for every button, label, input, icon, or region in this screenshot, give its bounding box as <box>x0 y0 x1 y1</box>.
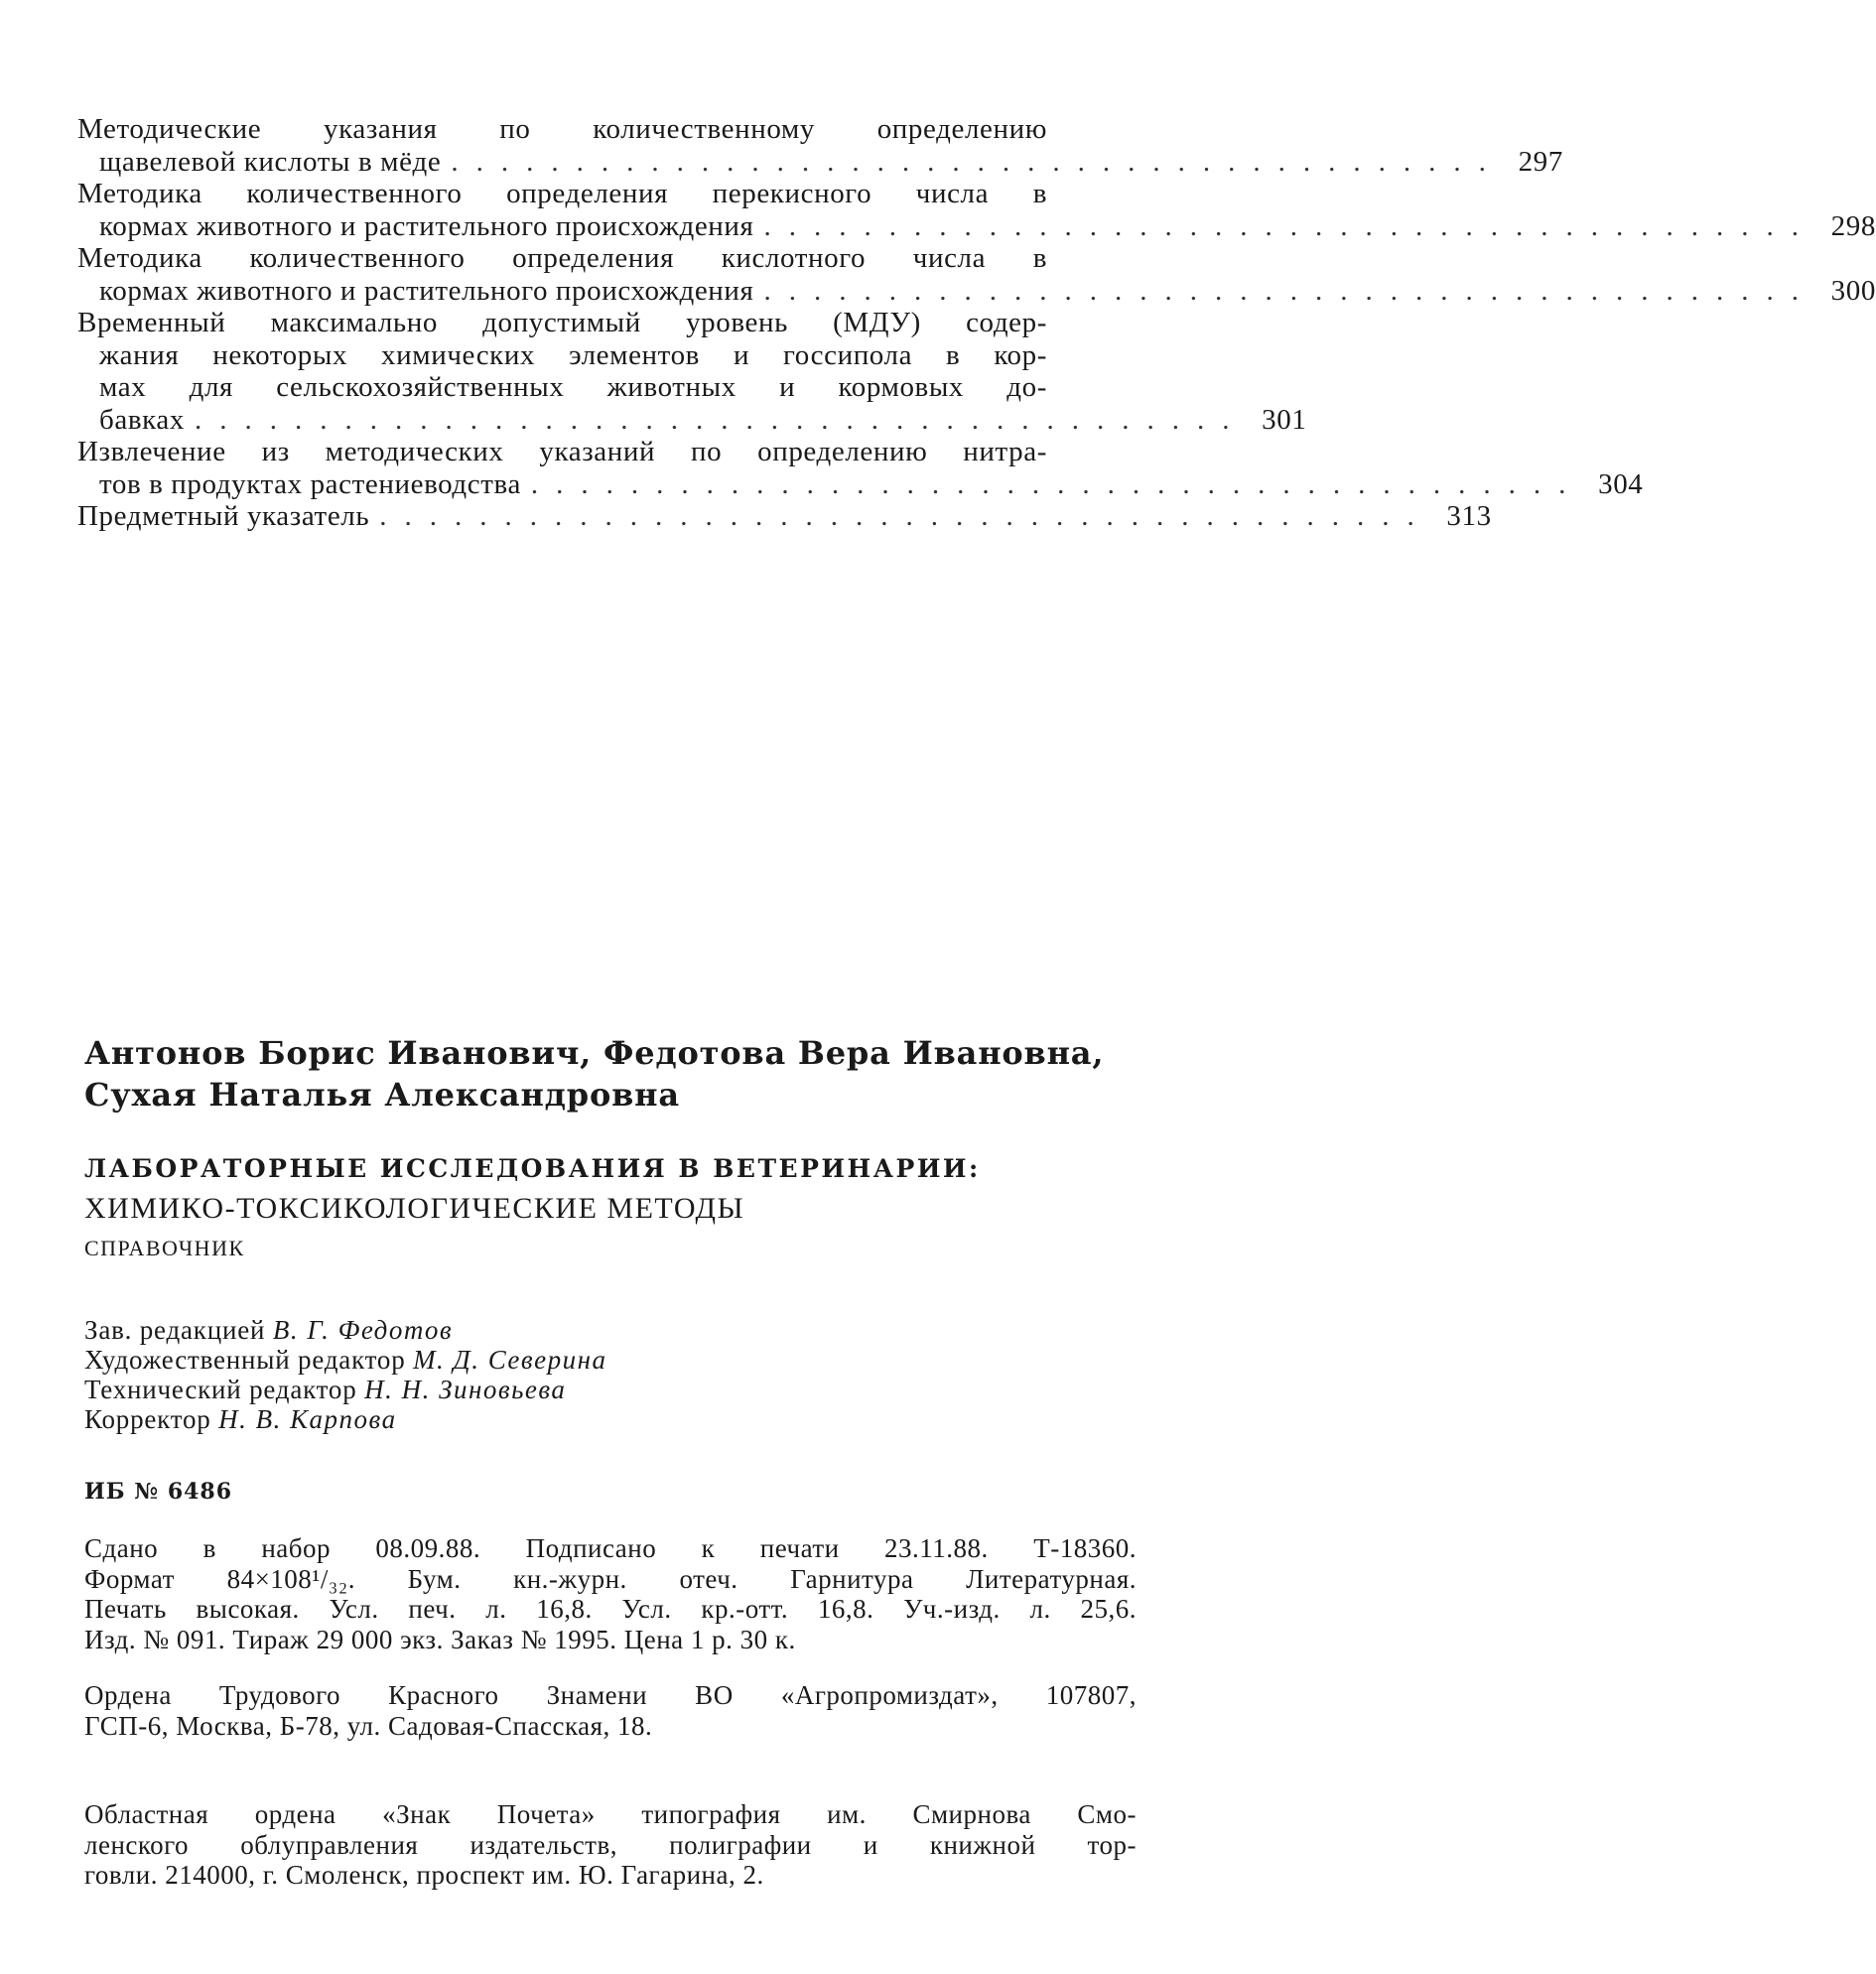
dot-leader: .......................................... <box>379 500 1432 532</box>
toc-entry-line: кормах животного и растительного происхождения <box>99 274 754 307</box>
toc-entry-line: бавках <box>99 403 185 436</box>
staff-name: М. Д. Северина <box>413 1345 607 1375</box>
book-type: СПРАВОЧНИК <box>84 1236 245 1260</box>
staff-role: Корректор <box>84 1404 211 1434</box>
book-title: ЛАБОРАТОРНЫЕ ИССЛЕДОВАНИЯ В ВЕТЕРИНАРИИ: <box>84 1154 981 1183</box>
toc-entry-line: щавелевой кислоты в мёде <box>99 145 442 178</box>
printer-line: говли. 214000, г. Смоленск, проспект им. Ю. Гагарина, 2. <box>84 1860 764 1890</box>
toc-entry-line: кормах животного и растительного происхождения <box>99 209 754 242</box>
toc-entry <box>77 500 1492 533</box>
authors-line: Сухая Наталья Александровна <box>84 1076 680 1114</box>
publisher-line: ГСП-6, Москва, Б-78, ул. Садовая-Спасская, 18. <box>84 1710 653 1741</box>
toc-entry <box>77 436 1644 500</box>
printer-line: ленского облуправления издательств, полиграфии и книжной тор- <box>84 1829 1137 1860</box>
print-data-line: Формат 84×108¹/₃₂. Бум. кн.-журн. отеч. Гарнитура Литературная. <box>84 1563 1137 1594</box>
dot-leader: .......................................... <box>763 209 1816 242</box>
toc-entry-line: Извлечение из методических указаний по определению нитра- <box>77 436 1047 467</box>
toc-entry <box>77 242 1876 307</box>
print-data <box>84 1533 1137 1654</box>
toc-page-number: 304 <box>1598 467 1644 500</box>
toc-entry-line: мах для сельскохозяйственных животных и кормовых до- <box>99 371 1047 403</box>
publisher-line: Ордена Трудового Красного Знамени ВО «Агропромиздат», 107807, <box>84 1680 1137 1710</box>
staff-role: Зав. редакцией <box>84 1315 266 1345</box>
editorial-staff <box>84 1315 607 1434</box>
staff-name: Н. В. Карпова <box>218 1404 397 1434</box>
dot-leader: .......................................... <box>530 467 1584 500</box>
staff-row <box>84 1404 607 1434</box>
toc-entry <box>77 307 1307 436</box>
table-of-contents <box>77 113 1876 533</box>
staff-row <box>84 1345 607 1375</box>
printer-line: Областная ордена «Знак Почета» типография им. Смирнова Смо- <box>84 1799 1137 1829</box>
print-data-line: Сдано в набор 08.09.88. Подписано к печати 23.11.88. Т-18360. <box>84 1533 1137 1563</box>
toc-entry <box>77 178 1876 242</box>
staff-row <box>84 1315 607 1345</box>
staff-name: В. Г. Федотов <box>272 1315 454 1345</box>
dot-leader: .......................................... <box>194 403 1248 436</box>
dot-leader: .......................................... <box>451 145 1504 178</box>
toc-page-number: 297 <box>1518 145 1563 178</box>
book-subtitle: ХИМИКО-ТОКСИКОЛОГИЧЕСКИЕ МЕТОДЫ <box>84 1192 745 1225</box>
toc-entry-line: Методика количественного определения кислотного числа в <box>77 242 1047 274</box>
publisher <box>84 1680 1137 1741</box>
toc-entry <box>77 113 1563 178</box>
toc-page-number: 313 <box>1446 500 1492 532</box>
staff-role: Технический редактор <box>84 1375 357 1404</box>
toc-entry-line: Предметный указатель <box>77 500 370 532</box>
print-data-line: Печать высокая. Усл. печ. л. 16,8. Усл. кр.-отт. 16,8. Уч.-изд. л. 25,6. <box>84 1594 1137 1624</box>
toc-entry-line: жания некоторых химических элементов и госсипола в кор- <box>99 338 1047 371</box>
toc-entry-line: Методика количественного определения перекисного числа в <box>77 178 1047 209</box>
staff-role: Художественный редактор <box>84 1345 406 1375</box>
toc-entry-line: тов в продуктах растениеводства <box>99 467 521 500</box>
staff-row <box>84 1375 607 1404</box>
ib-number: ИБ № 6486 <box>84 1479 233 1505</box>
toc-page-number: 298 <box>1830 209 1876 242</box>
toc-page-number: 300 <box>1830 274 1876 307</box>
toc-page-number: 301 <box>1262 403 1307 436</box>
printer <box>84 1799 1137 1891</box>
toc-entry-line: Методические указания по количественному определению <box>77 113 1047 145</box>
print-data-line: Изд. № 091. Тираж 29 000 экз. Заказ № 1995. Цена 1 р. 30 к. <box>84 1624 796 1654</box>
staff-name: Н. Н. Зиновьева <box>364 1375 567 1404</box>
toc-entry-line: Временный максимально допустимый уровень (МДУ) содер- <box>77 307 1047 338</box>
dot-leader: .......................................... <box>763 274 1816 307</box>
authors <box>84 1032 1137 1116</box>
authors-line: Антонов Борис Иванович, Федотова Вера Ивановна, <box>84 1034 1105 1072</box>
